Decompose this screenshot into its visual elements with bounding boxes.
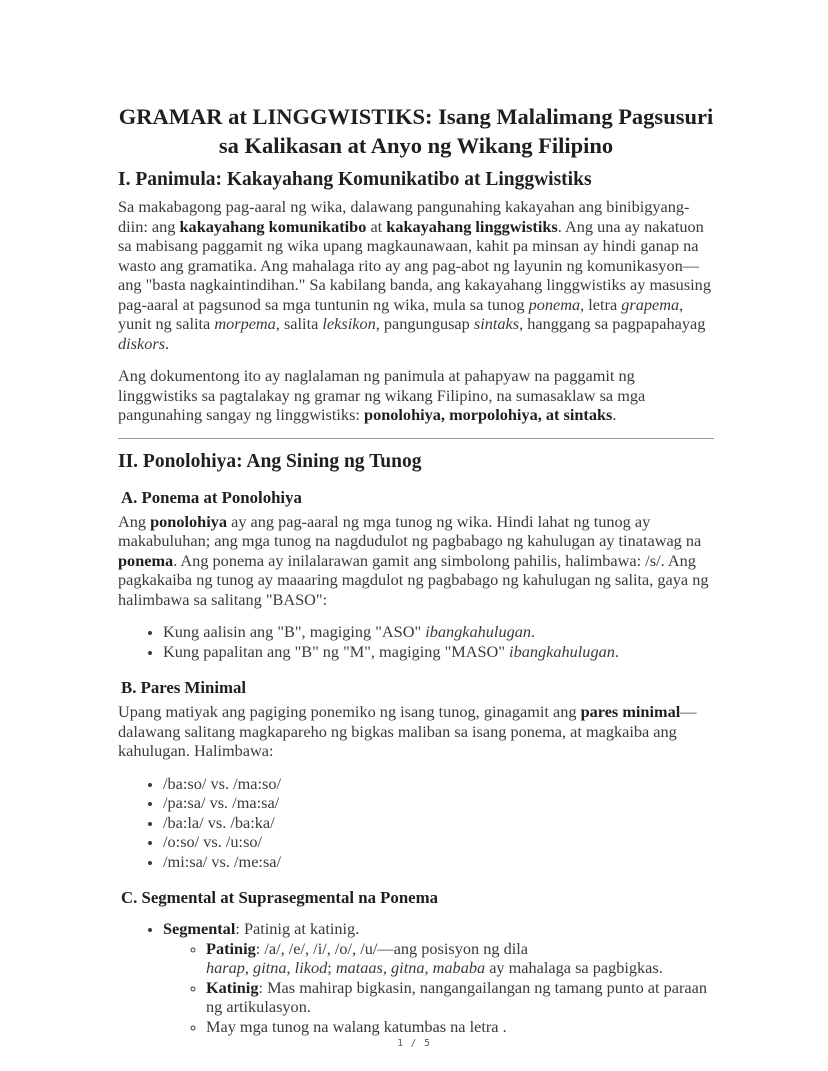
list-item: • /mi:sa/ vs. /me:sa/ (163, 852, 714, 872)
italic-text: mataas (335, 958, 383, 977)
bold-text: Segmental (163, 919, 236, 938)
bold-text: kakayahang komunikatibo (179, 216, 367, 236)
subsection-heading-ponema: A. Ponema at Ponolohiya (121, 487, 302, 507)
section-heading-panimula: I. Panimula: Kakayahang Komunikatibo at Linggwistiks (118, 169, 592, 190)
list-item: • Segmental: Patinig at katinig. ◦ Patinig: /a/, /e/, /i/, /o/, /u/—ang posisyon ng dila harap, gitna, likod; mataas, gitna, mababa ay mahalaga sa pagbigkas. ◦ Katinig: Mas mahirap bigkasin, nangangailangan ng tamang punto at paraan ng artikulasyon. ◦ May mga tunog na walang katumbas na letra . (163, 919, 714, 1036)
italic-text: likod (294, 958, 328, 977)
subsection-heading-pares-minimal: B. Pares Minimal (121, 678, 247, 697)
italic-text: diskors (118, 333, 166, 353)
italic-text: harap (206, 958, 245, 977)
sub-bullet-list (163, 939, 714, 1037)
bold-text: ponolohiya, morpolohiya, at sintaks (364, 405, 613, 424)
section-heading-ponolohiya: II. Ponolohiya: Ang Sining ng Tunog (118, 450, 422, 472)
bold-text: Patinig (206, 938, 256, 958)
bold-text: ponema (118, 550, 174, 570)
list-item: • Kung papalitan ang "B" ng "M", magiging "MASO" ibangkahulugan. (163, 642, 714, 662)
list-item: • /ba:la/ vs. /ba:ka/ (163, 813, 714, 833)
italic-text: ibangkahulugan (425, 622, 532, 641)
italic-text: gitna (391, 958, 425, 977)
italic-text: sintaks (473, 314, 520, 333)
subsection-heading-segmental: C. Segmental at Suprasegmental na Ponema (121, 888, 438, 907)
section-divider (118, 438, 714, 439)
paragraph-panimula-1: Sa makabagong pag-aaral ng wika, dalawang pangunahing kakayahan ang binibigyang-diin: ang kakayahang komunikatibo at kakayahang linggwistiks. Ang una ay nakatuon sa mabisang paggamit ng wika upang magkaunawaan, kahit pa minsan ay hindi ganap na wasto ang gramatika. Ang mahalaga rito ay ang pag-abot ng layunin ng komunikasyon—ang "basta nagkaintindihan." Sa kabilang banda, ang kakayahang linggwistiks ay masusing pag-aaral at pagsunod sa mga tuntunin ng wika, mula sa tunog ponema, letra grapema, yunit ng salita morpema, salita leksikon, pangungusap sintaks, hanggang sa pagpapahayag diskors. (118, 197, 711, 353)
list-item: • Kung aalisin ang "B", magiging "ASO" ibangkahulugan. (163, 622, 714, 642)
italic-text: ibangkahulugan (509, 641, 615, 661)
list-item: ◦ Katinig: Mas mahirap bigkasin, nangangailangan ng tamang punto at paraan ng artikulasyon. (206, 978, 714, 1017)
list-item: • /pa:sa/ vs. /ma:sa/ (163, 793, 714, 813)
list-item: ◦ May mga tunog na walang katumbas na letra . (206, 1017, 714, 1037)
italic-text: mababa (432, 958, 486, 977)
list-item: • /ba:so/ vs. /ma:so/ (163, 774, 714, 794)
document-title: GRAMAR at LINGGWISTIKS: Isang Malalimang Pagsusuri sa Kalikasan at Anyo ng Wikang Filipino (118, 104, 714, 158)
paragraph-panimula-2: Ang dokumentong ito ay naglalaman ng panimula at pahapyaw na paggamit ng linggwistiks sa pagtalakay ng gramar ng wikang Filipino, na sumasaklaw sa mga pangunahing sangay ng linggwistiks: ponolohiya, morpolohiya, at sintaks. (118, 366, 646, 424)
paragraph-ponema: Ang ponolohiya ay ang pag-aaral ng mga tunog ng wika. Hindi lahat ng tunog ay makabuluhan; ang mga tunog na nagdudulot ng pagbabago ng kahulugan ay tinatawag na ponema. Ang ponema ay inilalarawan gamit ang simbolong pahilis, halimbawa: /s/. Ang pagkakaiba ng tunog ay maaaring magdulot ng pagbabago ng kahulugan ng salita, gaya ng halimbawa sa salitang "BASO": (118, 511, 709, 609)
bold-text: ponolohiya (150, 511, 228, 531)
bold-text: pares minimal (580, 702, 681, 721)
bold-text: Katinig (206, 977, 259, 997)
italic-text: leksikon (322, 314, 376, 333)
italic-text: gitna (253, 958, 287, 977)
italic-text: grapema (621, 294, 680, 314)
paragraph-pares-minimal: Upang matiyak ang pagiging ponemiko ng isang tunog, ginagamit ang pares minimal—dalawang salitang magkapareho ng bigkas maliban sa isang ponema, at magkaiba ang kahulugan. Halimbawa: (118, 702, 697, 760)
document-content (118, 102, 714, 1052)
italic-text: ponema (528, 294, 581, 314)
page-number: 1 / 5 (397, 1038, 431, 1049)
italic-text: morpema (214, 314, 276, 333)
list-item: • /o:so/ vs. /u:so/ (163, 832, 714, 852)
bullet-list-pares-minimal (118, 774, 714, 872)
bullet-list-baso (118, 622, 714, 661)
bullet-list-segmental (118, 919, 714, 1036)
bold-text: kakayahang linggwistiks (386, 216, 558, 236)
list-item: ◦ Patinig: /a/, /e/, /i/, /o/, /u/—ang posisyon ng dila harap, gitna, likod; mataas, gitna, mababa ay mahalaga sa pagbigkas. (206, 939, 714, 978)
